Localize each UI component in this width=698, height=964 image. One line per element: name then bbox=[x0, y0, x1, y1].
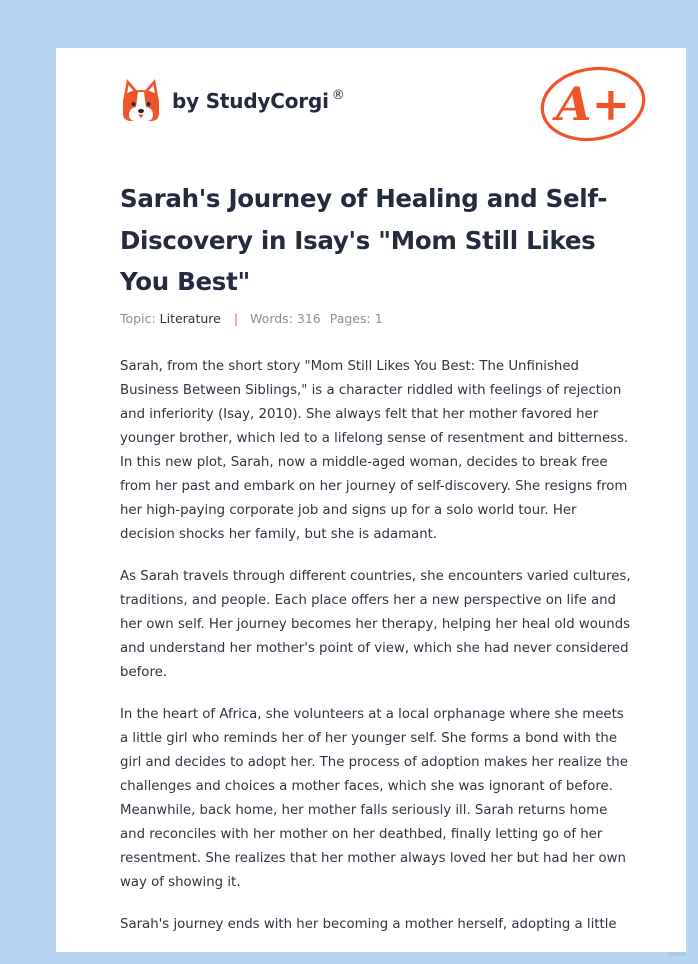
document-meta bbox=[120, 311, 383, 326]
document-page bbox=[56, 48, 686, 952]
grade-text: A+ bbox=[555, 77, 631, 131]
meta-separator: | bbox=[233, 311, 239, 326]
corgi-icon bbox=[120, 77, 162, 123]
pages-label: Pages: bbox=[329, 311, 371, 326]
registered-mark: ® bbox=[331, 87, 345, 103]
document-title: Sarah's Journey of Healing and Self-Discovery in Isay's "Mom Still Likes You Best" bbox=[120, 184, 608, 296]
paragraph: Sarah, from the short story "Mom Still Likes You Best: The Unfinished Business Between Siblings," is a character riddled with feelings of rejection and inferiority (Isay, 2010). She always felt that her mother favored her younger brother, which led to a lifelong sense of resentment and bitterness. In this new plot, Sarah, now a middle-aged woman, decides to break free from her past and embark on her journey of self-discovery. She resigns from her high-paying corporate job and signs up for a solo world tour. Her decision shocks her family, but she is adamant. bbox=[120, 359, 629, 542]
words-count: 316 bbox=[296, 311, 321, 326]
pages-count: 1 bbox=[374, 311, 383, 326]
paragraph: Sarah's journey ends with her becoming a mother herself, adopting a little bbox=[120, 917, 617, 932]
topic-link[interactable]: Literature bbox=[159, 311, 221, 326]
topic-label: Topic: bbox=[120, 311, 156, 326]
document-body bbox=[120, 355, 634, 952]
paragraph: In the heart of Africa, she volunteers at a local orphanage where she meets a little girl who reminds her of her younger self. She forms a bond with the girl and decides to adopt her. The process of adoption makes her realize the challenges and choices a mother faces, which she was ignorant of before. Meanwhile, back home, her mother falls seriously ill. Sarah returns home and reconciles with her mother on her deathbed, finally letting go of her resentment. She realizes that her mother always loved her but had her own way of showing it. bbox=[120, 707, 628, 890]
brand-name: by StudyCorgi ® bbox=[172, 87, 345, 113]
studycorgi-logo[interactable] bbox=[120, 76, 345, 124]
a-plus-grade-badge bbox=[536, 58, 650, 144]
words-label: Words: bbox=[250, 311, 293, 326]
paragraph: As Sarah travels through different countries, she encounters varied cultures, traditions, and people. Each place offers her a new perspective on life and her own self. Her journey becomes her therapy, helping her heal old wounds and understand her mother's point of view, which she had never considered before. bbox=[120, 569, 631, 680]
